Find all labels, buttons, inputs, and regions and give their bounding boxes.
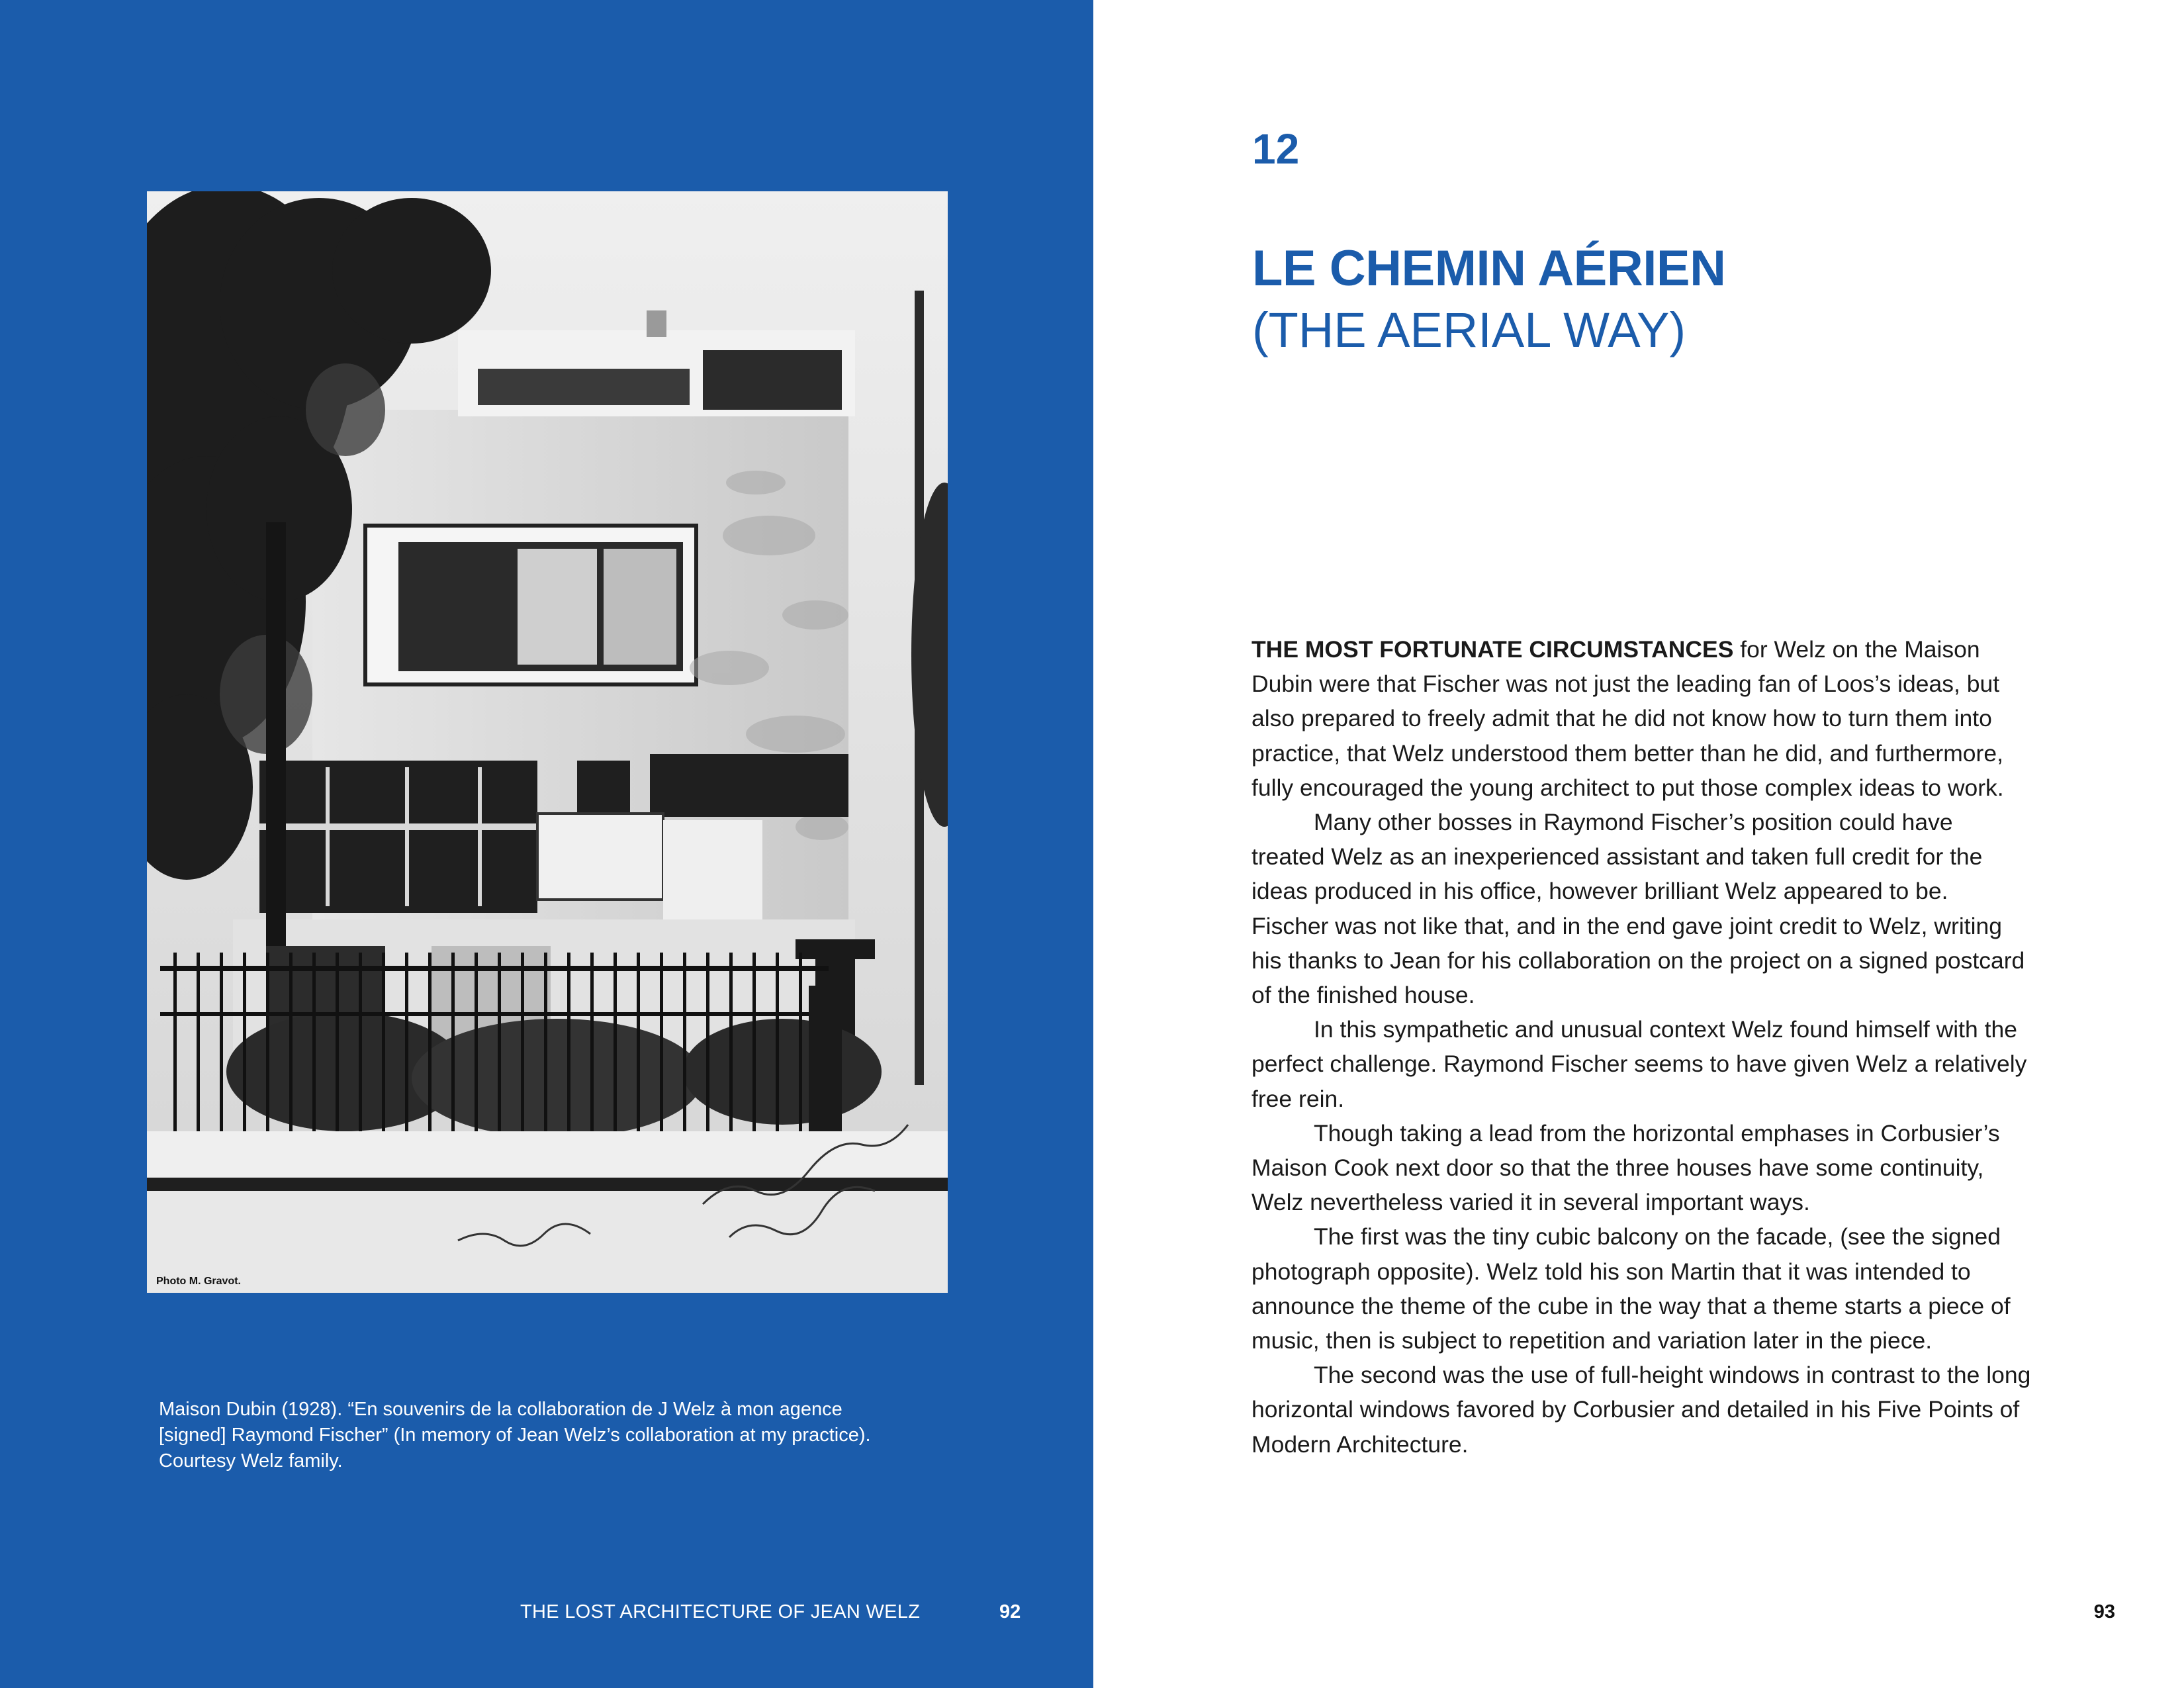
body-paragraph: Though taking a lead from the horizontal emphases in Corbusier’s Maison Cook next door so that the three houses have some continuity, Welz nevertheless varied it in several important ways. [1251,1119,2000,1216]
photo-illustration [147,191,948,1293]
page-number-left: 92 [999,1601,1021,1622]
chapter-subtitle: (THE AERIAL WAY) [1252,303,1686,357]
maison-dubin-photograph [147,191,948,1293]
body-paragraph: The first was the tiny cubic balcony on the facade, (see the signed photograph opposite). Welz told his son Martin that it was intended to announce the theme of the cube in the way that a theme starts a piece of music, then is subject to repetition and variation later in the piece. [1251,1223,2011,1354]
body-paragraph: Many other bosses in Raymond Fischer’s position could have treated Welz as an inexperienced assistant and taken full credit for the ideas produced in his office, however brilliant Welz appeared to be. Fischer was not like that, and in the end gave joint credit to Welz, writing his thanks to Jean for his collaboration on the project on a signed postcard of the finished house. [1251,809,2025,1009]
photo-caption [159,1397,953,1474]
caption-line: Maison Dubin (1928). “En souvenirs de la collaboration de J Welz à mon agence [159,1399,842,1420]
body-paragraph: The second was the use of full-height windows in contrast to the long horizontal windows favored by Corbusier and detailed in his Five Points of Modern Architecture. [1251,1362,2031,1458]
right-page [1093,0,2184,1688]
photo-credit: Photo M. Gravot. [156,1276,241,1287]
running-head: THE LOST ARCHITECTURE OF JEAN WELZ [520,1601,921,1622]
paragraph-text: for Welz on the Maison Dubin were that Fischer was not just the leading fan of Loos’s ideas, but also prepared to freely admit that he did not know how to turn them into practice, that Welz understood them better than he did, and furthermore, fully encouraged the young architect to put those complex ideas to work. [1251,636,2004,801]
caption-line: [signed] Raymond Fischer” (In memory of Jean Welz’s collaboration at my practice). [159,1425,871,1446]
body-paragraph [1251,632,2031,805]
chapter-number: 12 [1252,125,1300,173]
body-paragraph: In this sympathetic and unusual context Welz found himself with the perfect challenge. Raymond Fischer seems to have given Welz a relatively free rein. [1251,1016,2027,1112]
chapter-body [1251,632,2031,1462]
chapter-title: LE CHEMIN AÉRIEN [1252,240,1726,297]
page-number-right: 93 [2093,1601,2115,1622]
caption-line: Courtesy Welz family. [159,1450,343,1472]
lead-in: THE MOST FORTUNATE CIRCUMSTANCES [1251,636,1734,663]
